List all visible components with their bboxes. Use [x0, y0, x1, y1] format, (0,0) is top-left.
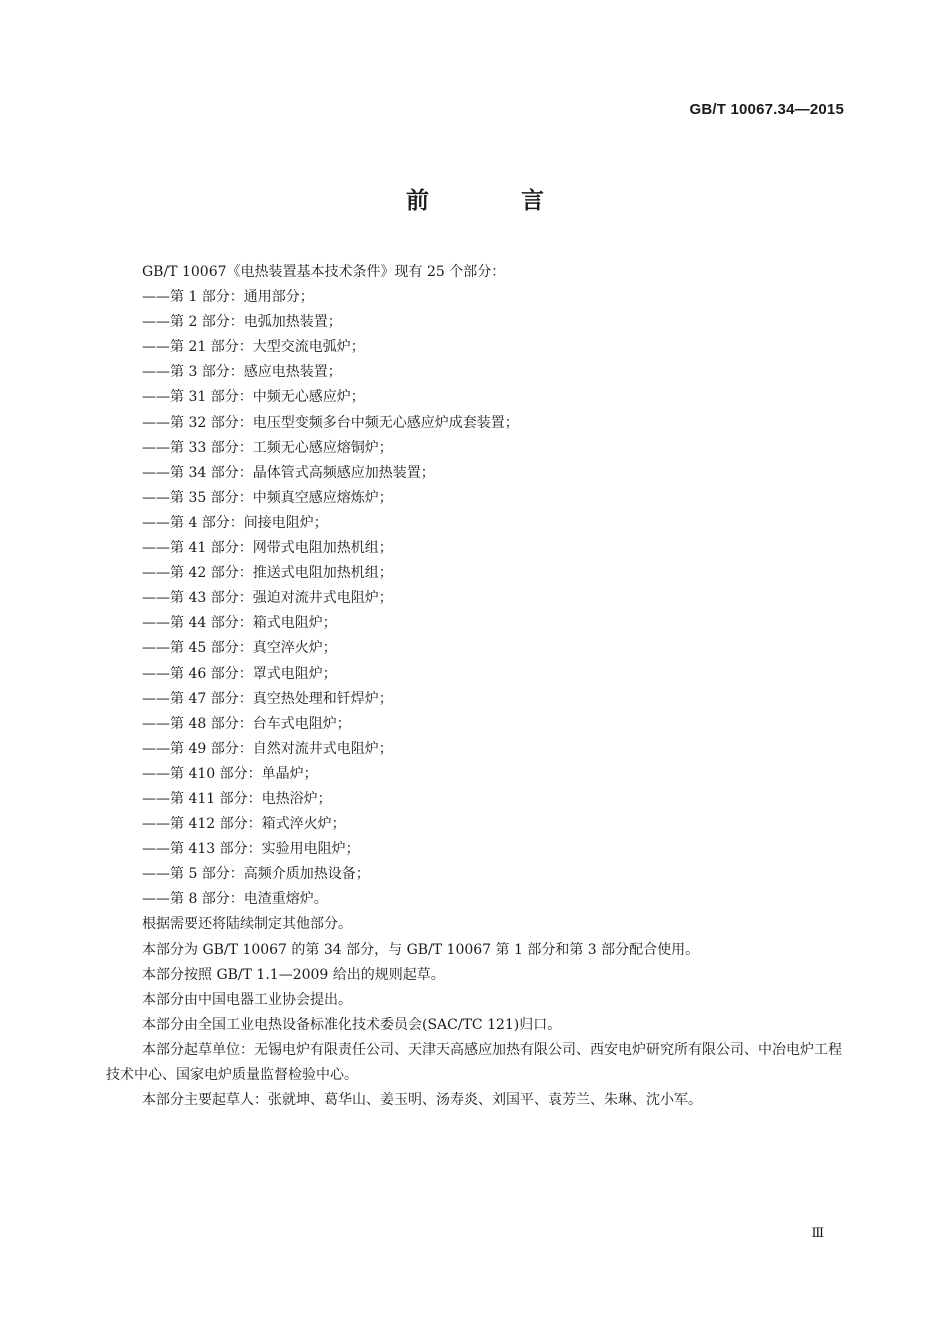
part-list-item: ——第 21 部分：大型交流电弧炉； — [142, 339, 365, 356]
part-list-item: ——第 4 部分：间接电阻炉； — [142, 514, 328, 531]
part-list-item: ——第 35 部分：中频真空感应熔炼炉； — [142, 489, 393, 506]
body-paragraph: 本部分由全国工业电热设备标准化技术委员会(SAC/TC 121)归口。 — [142, 1016, 562, 1033]
part-list-item: ——第 33 部分：工频无心感应熔铜炉； — [142, 439, 393, 456]
parts-list — [106, 285, 850, 912]
part-list-item: ——第 32 部分：电压型变频多台中频无心感应炉成套装置； — [142, 414, 519, 431]
part-list-item: ——第 2 部分：电弧加热装置； — [142, 314, 342, 331]
foreword-content — [106, 260, 850, 1113]
body-paragraph: 本部分按照 GB/T 1.1—2009 给出的规则起草。 — [142, 966, 445, 983]
part-list-item: ——第 48 部分：台车式电阻炉； — [142, 715, 351, 732]
part-list-item: ——第 412 部分：箱式淬火炉； — [142, 816, 346, 833]
part-list-item: ——第 34 部分：晶体管式高频感应加热装置； — [142, 464, 435, 481]
part-list-item: ——第 47 部分：真空热处理和钎焊炉； — [142, 690, 393, 707]
body-paragraph: 本部分主要起草人：张就坤、葛华山、姜玉明、汤寿炎、刘国平、袁芳兰、朱琳、沈小军。 — [142, 1092, 702, 1109]
part-list-item: ——第 49 部分：自然对流井式电阻炉； — [142, 740, 393, 757]
part-list-item: ——第 410 部分：单晶炉； — [142, 765, 318, 782]
body-paragraph: 根据需要还将陆续制定其他部分。 — [142, 916, 352, 933]
intro-paragraph: GB/T 10067《电热装置基本技术条件》现有 25 个部分： — [142, 264, 506, 280]
standard-code: GB/T 10067.34—2015 — [689, 101, 844, 118]
part-list-item: ——第 45 部分：真空淬火炉； — [142, 640, 337, 657]
paragraphs — [106, 912, 850, 1113]
part-list-item: ——第 42 部分：推送式电阻加热机组； — [142, 565, 393, 582]
part-list-item: ——第 43 部分：强迫对流井式电阻炉； — [142, 590, 393, 607]
page-title: 前 言 — [405, 188, 586, 214]
part-list-item: ——第 1 部分：通用部分； — [142, 289, 314, 306]
part-list-item: ——第 41 部分：网带式电阻加热机组； — [142, 540, 393, 557]
part-list-item: ——第 46 部分：罩式电阻炉； — [142, 665, 337, 682]
part-list-item: ——第 411 部分：电热浴炉； — [142, 790, 332, 807]
part-list-item: ——第 8 部分：电渣重熔炉。 — [142, 891, 328, 908]
part-list-item: ——第 3 部分：感应电热装置； — [142, 364, 342, 381]
part-list-item: ——第 5 部分：高频介质加热设备； — [142, 866, 370, 883]
part-list-item: ——第 44 部分：箱式电阻炉； — [142, 615, 337, 632]
body-paragraph: 本部分由中国电器工业协会提出。 — [142, 991, 352, 1008]
body-paragraph: 本部分为 GB/T 10067 的第 34 部分，与 GB/T 10067 第 1 部分和第 3 部分配合使用。 — [142, 941, 700, 958]
part-list-item: ——第 31 部分：中频无心感应炉； — [142, 389, 365, 406]
part-list-item: ——第 413 部分：实验用电阻炉； — [142, 841, 360, 858]
body-paragraph: 本部分起草单位：无锡电炉有限责任公司、天津天高感应加热有限公司、西安电炉研究所有限公司、中冶电炉工程技术中心、国家电炉质量监督检验中心。 — [106, 1041, 842, 1083]
page-number: Ⅲ — [811, 1226, 824, 1241]
